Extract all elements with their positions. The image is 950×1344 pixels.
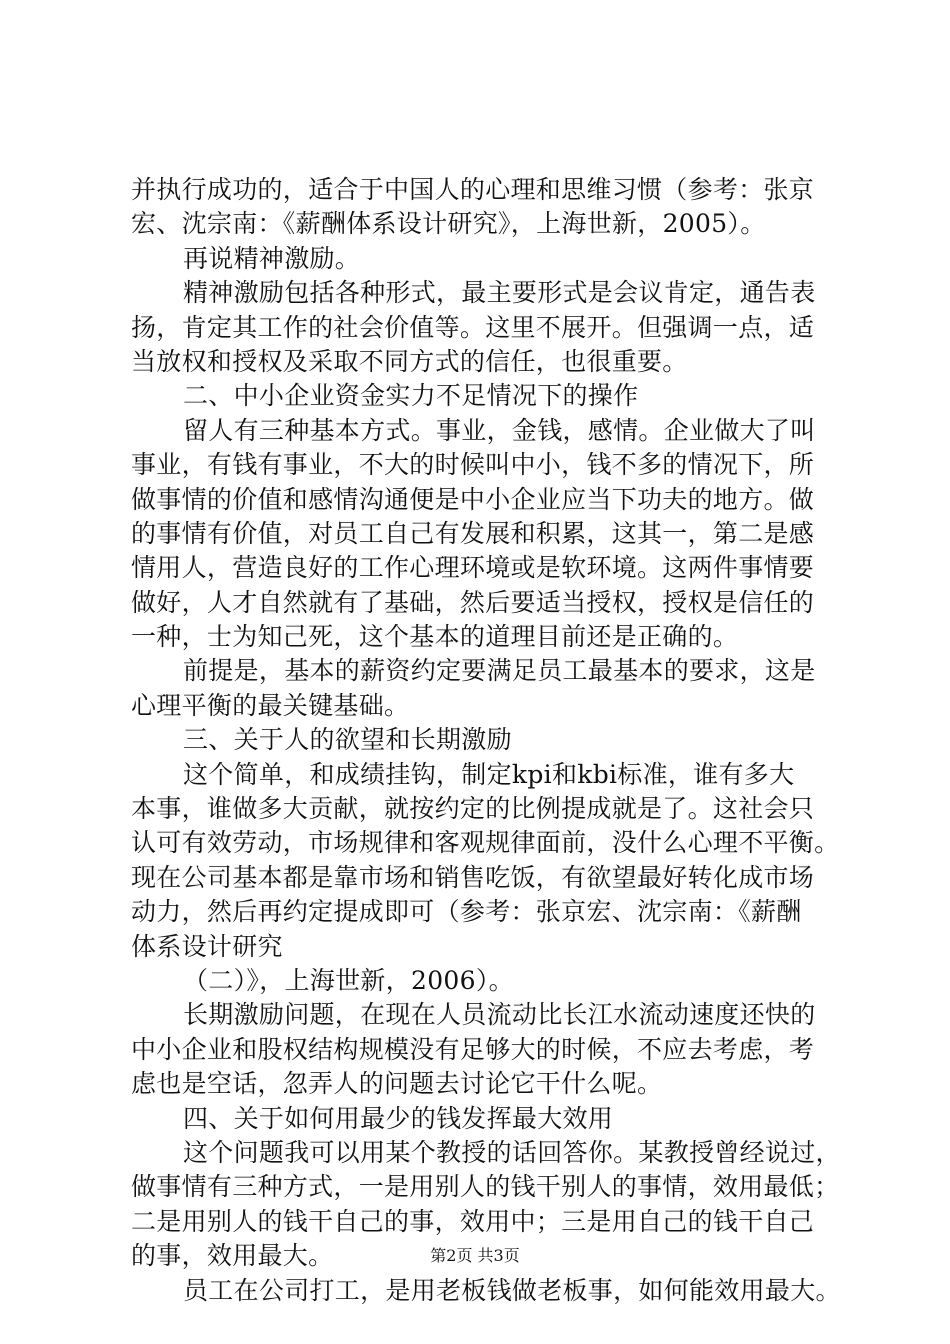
text-line: 员工在公司打工，是用老板钱做老板事，如何能效用最大。 — [183, 1275, 841, 1305]
text-line: 长期激励问题，在现在人员流动比长江水流动速度还快的 — [183, 1000, 816, 1030]
text-line: 当放权和授权及采取不同方式的信任，也很重要。 — [131, 346, 688, 376]
text-line: 虑也是空话，忽弄人的问题去讨论它干什么呢。 — [131, 1069, 663, 1099]
text-line: 二是用别人的钱干自己的事，效用中；三是用自己的钱干自己 — [131, 1206, 815, 1236]
text-line: 扬，肯定其工作的社会价值等。这里不展开。但强调一点，适 — [131, 312, 815, 342]
text-line: （二）》，上海世新，2006）。 — [183, 965, 514, 995]
text-line: 体系设计研究 — [131, 931, 283, 961]
text-line: 现在公司基本都是靠市场和销售吃饭，有欲望最好转化成市场 — [131, 862, 815, 892]
text-line: 做事情的价值和感情沟通便是中小企业应当下功夫的地方。做 — [131, 484, 815, 514]
text-line: 动力，然后再约定提成即可（参考：张京宏、沈宗南：《薪酬 — [131, 897, 802, 927]
text-line: 再说精神激励。 — [183, 243, 361, 273]
text-line: 宏、沈宗南：《薪酬体系设计研究》，上海世新，2005）。 — [131, 209, 766, 239]
text-line: 留人有三种基本方式。事业，金钱，感情。企业做大了叫 — [183, 415, 816, 445]
text-line: 前提是，基本的薪资约定要满足员工最基本的要求，这是 — [183, 656, 816, 686]
text-line: 这个问题我可以用某个教授的话回答你。某教授曾经说过， — [183, 1137, 841, 1167]
text-line: 做事情有三种方式，一是用别人的钱干别人的事情，效用最低； — [131, 1172, 840, 1202]
text-line: 三、关于人的欲望和长期激励 — [183, 725, 512, 755]
body-text — [131, 173, 841, 1308]
text-line: 做好，人才自然就有了基础，然后要适当授权，授权是信任的 — [131, 587, 815, 617]
text-line: 认可有效劳动，市场规律和客观规律面前，没什么心理不平衡。 — [131, 828, 840, 858]
text-line: 心理平衡的最关键基础。 — [131, 690, 410, 720]
text-line: 并执行成功的，适合于中国人的心理和思维习惯（参考：张京 — [131, 175, 815, 204]
text-line: 本事，谁做多大贡献，就按约定的比例提成就是了。这社会只 — [131, 794, 815, 824]
text-line: 事业，有钱有事业，不大的时候叫中小，钱不多的情况下，所 — [131, 450, 815, 480]
page-footer: 第2页 共3页 — [430, 1246, 520, 1265]
text-line: 的事，效用最大。 — [131, 1241, 334, 1271]
text-line: 这个简单，和成绩挂钩，制定kpi和kbi标准，谁有多大 — [183, 759, 795, 789]
text-line: 的事情有价值，对员工自己有发展和积累，这其一，第二是感 — [131, 518, 815, 548]
text-line: 中小企业和股权结构规模没有足够大的时候，不应去考虑，考 — [131, 1034, 815, 1064]
text-line: 情用人，营造良好的工作心理环境或是软环境。这两件事情要 — [131, 553, 815, 583]
text-line: 四、关于如何用最少的钱发挥最大效用 — [183, 1103, 614, 1133]
text-line: 精神激励包括各种形式，最主要形式是会议肯定，通告表 — [183, 278, 816, 308]
text-line: 二、中小企业资金实力不足情况下的操作 — [183, 381, 639, 411]
text-line: 一种，士为知己死，这个基本的道理目前还是正确的。 — [131, 622, 739, 652]
